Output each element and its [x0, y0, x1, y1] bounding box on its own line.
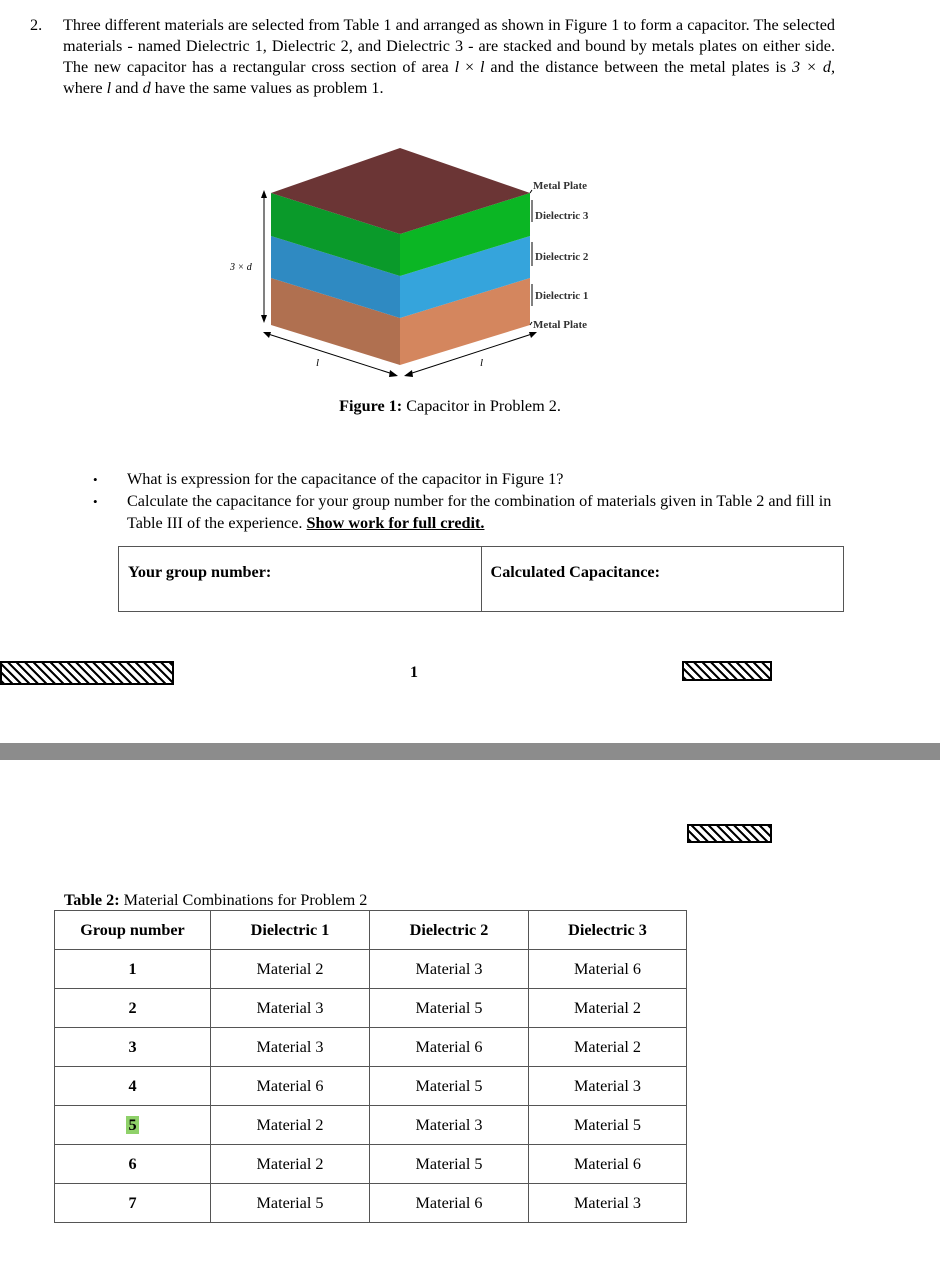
height-arrow-top	[261, 190, 267, 198]
show-work-emphasis: Show work for full credit.	[306, 514, 485, 532]
redaction-block	[682, 661, 772, 681]
table-row	[55, 1028, 687, 1067]
group-cell: 1	[55, 950, 211, 989]
table-header-row	[55, 911, 687, 950]
dielectric-2-cell: Material 6	[370, 1028, 529, 1067]
table-row	[55, 1184, 687, 1223]
capacitor-figure	[0, 0, 940, 440]
problem-statement: Three different materials are selected from Table 1 and arranged as shown in Figure 1 to form a capacitor. The selected materials - named Dielectric 1, Dielectric 2, and Dielectric 3 - are stacked and bound by metals plates on either side. The new capacitor has a rectangular cross section of area l × l and the distance between the metal plates is 3 × d, where l and d have the same values as problem 1.	[63, 16, 835, 97]
header-group-number: Group number	[55, 911, 211, 950]
table-row	[55, 1106, 687, 1145]
group-cell-highlighted	[55, 1106, 211, 1145]
dielectric-1-cell: Material 2	[211, 950, 370, 989]
header-dielectric-1: Dielectric 1	[211, 911, 370, 950]
group-cell: 2	[55, 989, 211, 1028]
right-side-label: l	[480, 357, 484, 369]
table-row	[55, 1145, 687, 1184]
dielectric-1-cell: Material 6	[211, 1067, 370, 1106]
dielectric-3-cell: Material 5	[529, 1106, 687, 1145]
question-2: Calculate the capacitance for your group number for the combination of materials given in Table 2 and fill in Table III of the experience. Show work for full credit.	[127, 492, 832, 532]
left-side-arrow-a	[263, 332, 271, 338]
dielectric-3-cell: Material 2	[529, 1028, 687, 1067]
leader-top-plate	[530, 190, 532, 193]
figure-caption: Figure 1: Capacitor in Problem 2.	[339, 397, 561, 415]
group-highlight: 5	[128, 1115, 137, 1134]
dielectric-1-cell: Material 3	[211, 989, 370, 1028]
dielectric-1-cell: Material 5	[211, 1184, 370, 1223]
right-side-arrow-b	[529, 332, 537, 338]
dielectric-2-cell: Material 6	[370, 1184, 529, 1223]
group-cell: 3	[55, 1028, 211, 1067]
dielectric-3-cell: Material 6	[529, 1145, 687, 1184]
group-cell: 6	[55, 1145, 211, 1184]
dielectric-3-cell: Material 2	[529, 989, 687, 1028]
dielectric-2-cell: Material 5	[370, 989, 529, 1028]
redaction-block	[0, 661, 174, 685]
redaction-block	[687, 824, 772, 843]
label-dielectric-1: Dielectric 1	[535, 290, 589, 302]
height-arrow-bottom	[261, 315, 267, 323]
header-dielectric-3: Dielectric 3	[529, 911, 687, 950]
group-cell: 4	[55, 1067, 211, 1106]
dielectric-3-cell: Material 6	[529, 950, 687, 989]
dielectric-3-cell: Material 3	[529, 1184, 687, 1223]
material-combinations-table	[54, 910, 687, 1223]
dielectric-1-cell: Material 2	[211, 1145, 370, 1184]
answer-table	[118, 546, 844, 612]
label-dielectric-3: Dielectric 3	[535, 210, 589, 222]
leader-bottom-plate	[530, 322, 532, 325]
label-dielectric-2: Dielectric 2	[535, 251, 589, 263]
dielectric-2-cell: Material 3	[370, 1106, 529, 1145]
bullet-icon: •	[93, 472, 98, 487]
page-number: 1	[410, 664, 418, 681]
table-row	[55, 950, 687, 989]
dielectric-1-cell: Material 2	[211, 1106, 370, 1145]
page-separator	[0, 743, 940, 760]
bullet-icon: •	[93, 494, 98, 509]
question-1: What is expression for the capacitance of the capacitor in Figure 1?	[127, 470, 564, 488]
right-side-arrow-a	[404, 370, 413, 377]
dielectric-3-cell: Material 3	[529, 1067, 687, 1106]
header-dielectric-2: Dielectric 2	[370, 911, 529, 950]
label-bottom-metal-plate: Metal Plate	[533, 319, 588, 331]
dielectric-2-cell: Material 5	[370, 1067, 529, 1106]
table-row	[55, 989, 687, 1028]
left-side-arrow-b	[389, 370, 398, 377]
group-number-field[interactable]: Your group number:	[128, 563, 272, 581]
table-2-caption: Table 2: Material Combinations for Problem 2	[64, 891, 368, 909]
group-cell: 7	[55, 1184, 211, 1223]
label-top-metal-plate: Metal Plate	[533, 180, 588, 192]
height-label: 3 × d	[230, 262, 252, 273]
left-side-label: l	[316, 357, 320, 369]
problem-number: 2.	[30, 16, 43, 34]
dielectric-1-cell: Material 3	[211, 1028, 370, 1067]
dielectric-2-cell: Material 3	[370, 950, 529, 989]
dielectric-2-cell: Material 5	[370, 1145, 529, 1184]
table-row	[55, 1067, 687, 1106]
calculated-capacitance-field[interactable]: Calculated Capacitance:	[481, 547, 844, 611]
